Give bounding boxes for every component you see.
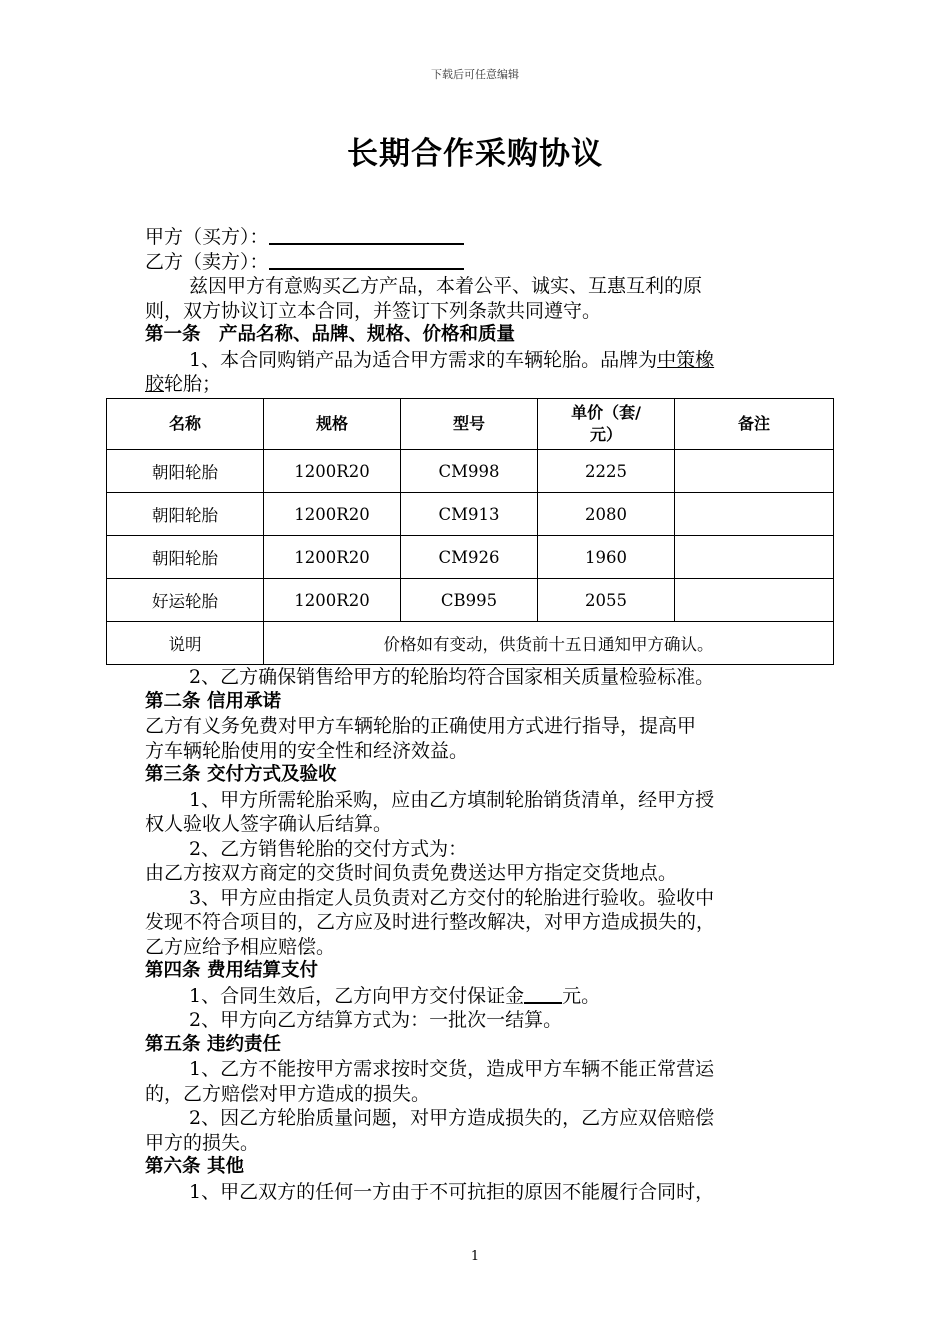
article-5-p1-line1: 1、乙方不能按甲方需求按时交货，造成甲方车辆不能正常营运 <box>189 1058 715 1080</box>
cell-remark <box>675 450 834 493</box>
article-1-p1-text: 1、本合同购销产品为适合甲方需求的车辆轮胎。品牌为 <box>189 348 658 371</box>
cell-price: 2080 <box>538 493 675 536</box>
header-price <box>538 399 675 450</box>
header-price-line1: 单价（套/ <box>571 403 641 422</box>
party-a-blank <box>269 225 464 245</box>
article-1-p1-suffix: 轮胎； <box>164 373 222 395</box>
cell-model: CM926 <box>401 536 538 579</box>
cell-remark <box>675 536 834 579</box>
cell-remark <box>675 579 834 622</box>
party-b-blank <box>269 250 464 270</box>
articles <box>145 665 810 1204</box>
article-4-p2: 2、甲方向乙方结算方式为：一批次一结算。 <box>189 1009 563 1031</box>
article-3-p1-line1: 1、甲方所需轮胎采购，应由乙方填制轮胎销货清单，经甲方授 <box>189 788 715 811</box>
article-3-p3-line3: 乙方应给予相应赔偿。 <box>145 935 336 958</box>
cell-name: 朝阳轮胎 <box>107 450 264 493</box>
article-1-p1-line2 <box>145 372 810 397</box>
article-4-p1 <box>145 984 810 1009</box>
table-row <box>107 493 834 536</box>
deposit-amount-blank <box>524 984 562 1004</box>
table-header-row <box>107 399 834 450</box>
page-number: 1 <box>470 1249 480 1264</box>
cell-price: 2225 <box>538 450 675 493</box>
cell-model: CB995 <box>401 579 538 622</box>
article-4-p1-text: 1、合同生效后，乙方向甲方交付保证金 <box>189 984 525 1007</box>
brand-name-part1: 中策橡 <box>657 348 715 371</box>
brand-name-part2: 胶 <box>145 373 165 395</box>
article-3-p2-line2: 由乙方按双方商定的交货时间负责免费送达甲方指定交货地点。 <box>145 862 678 884</box>
party-a-line <box>145 225 810 250</box>
table-row <box>107 536 834 579</box>
cell-price: 1960 <box>538 536 675 579</box>
article-1-heading: 第一条 产品名称、品牌、规格、价格和质量 <box>145 324 516 345</box>
article-3-p3-line2: 发现不符合项目的，乙方应及时进行整改解决，对甲方造成损失的， <box>145 911 716 933</box>
cell-name: 朝阳轮胎 <box>107 536 264 579</box>
article-5-p2-line2: 甲方的损失。 <box>145 1131 260 1154</box>
cell-spec: 1200R20 <box>264 450 401 493</box>
article-2-line1: 乙方有义务免费对甲方车辆轮胎的正确使用方式进行指导，提高甲 <box>145 715 697 737</box>
note-label: 说明 <box>107 622 264 665</box>
cell-spec: 1200R20 <box>264 579 401 622</box>
cell-model: CM913 <box>401 493 538 536</box>
preamble <box>145 225 810 397</box>
article-6-p1-line1: 1、甲乙双方的任何一方由于不可抗拒的原因不能履行合同时， <box>189 1180 715 1203</box>
cell-model: CM998 <box>401 450 538 493</box>
cell-remark <box>675 493 834 536</box>
article-5-heading: 第五条 违约责任 <box>145 1033 281 1055</box>
article-4-p1-suffix: 元。 <box>562 984 601 1007</box>
article-5-p1-line2: 的，乙方赔偿对甲方造成的损失。 <box>145 1082 431 1105</box>
cell-name: 朝阳轮胎 <box>107 493 264 536</box>
table-row <box>107 450 834 493</box>
party-b-line <box>145 250 810 275</box>
header-remark: 备注 <box>675 399 834 450</box>
cell-spec: 1200R20 <box>264 536 401 579</box>
product-table <box>106 398 834 665</box>
cell-name: 好运轮胎 <box>107 579 264 622</box>
article-3-p1-line2: 权人验收人签字确认后结算。 <box>145 813 393 835</box>
cell-price: 2055 <box>538 579 675 622</box>
table-row <box>107 579 834 622</box>
article-2-heading: 第二条 信用承诺 <box>145 690 281 712</box>
header-note: 下载后可任意编辑 <box>431 68 519 81</box>
header-spec: 规格 <box>264 399 401 450</box>
article-3-p2-line1: 2、乙方销售轮胎的交付方式为： <box>189 837 468 860</box>
article-5-p2-line1: 2、因乙方轮胎质量问题，对甲方造成损失的，乙方应双倍赔偿 <box>189 1107 715 1129</box>
article-6-heading: 第六条 其他 <box>145 1156 244 1177</box>
party-a-label: 甲方（买方）： <box>145 226 269 248</box>
article-4-heading: 第四条 费用结算支付 <box>145 960 318 981</box>
party-b-label: 乙方（卖方）： <box>145 250 269 273</box>
header-price-line2: 元） <box>589 425 622 444</box>
intro-line-2: 则，双方协议订立本合同，并签订下列条款共同遵守。 <box>145 299 602 322</box>
note-text: 价格如有变动，供货前十五日通知甲方确认。 <box>264 622 834 665</box>
header-name: 名称 <box>107 399 264 450</box>
document-title: 长期合作采购协议 <box>347 136 603 172</box>
article-1-p1-line1 <box>145 348 810 373</box>
article-1-p2: 2、乙方确保销售给甲方的轮胎均符合国家相关质量检验标准。 <box>189 666 715 688</box>
article-3-p3-line1: 3、甲方应由指定人员负责对乙方交付的轮胎进行验收。验收中 <box>189 886 715 909</box>
cell-spec: 1200R20 <box>264 493 401 536</box>
table-note-row <box>107 622 834 665</box>
intro-line-1: 兹因甲方有意购买乙方产品，本着公平、诚实、互惠互利的原 <box>189 275 703 297</box>
article-2-line2: 方车辆轮胎使用的安全性和经济效益。 <box>145 739 469 762</box>
header-model: 型号 <box>401 399 538 450</box>
article-3-heading: 第三条 交付方式及验收 <box>145 764 337 785</box>
